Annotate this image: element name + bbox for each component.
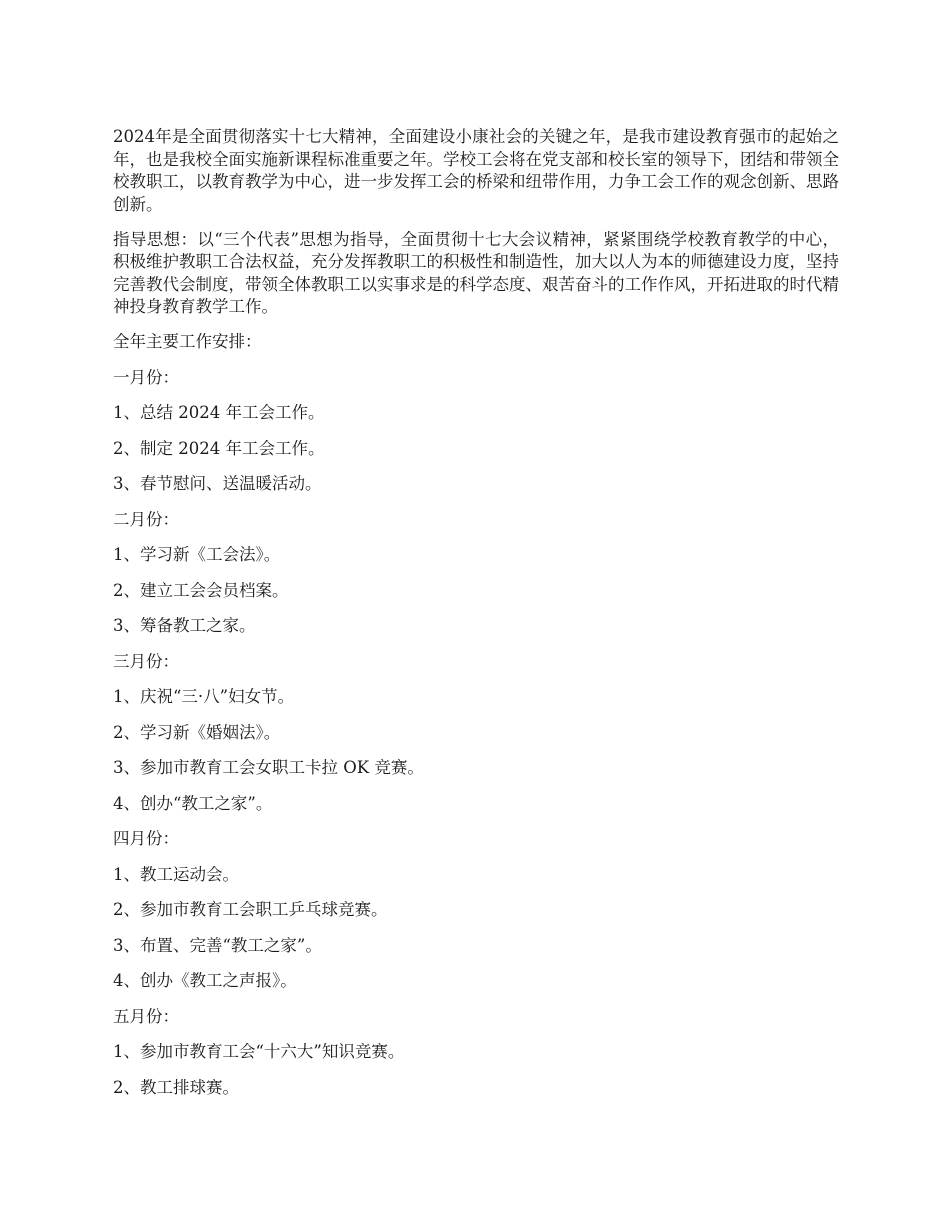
list-item: 1、总结 2024 年工会工作。 (113, 403, 325, 422)
month-title-jan: 一月份： (113, 367, 179, 387)
month-title-apr: 四月份： (113, 829, 179, 848)
month-title-feb: 二月份： (113, 509, 179, 529)
month-title-mar: 三月份： (113, 651, 179, 671)
list-item: 1、教工运动会。 (113, 864, 239, 884)
list-item: 2、建立工会会员档案。 (113, 580, 289, 600)
list-item: 1、庆祝“三·八”妇女节。 (113, 687, 295, 706)
list-item: 2、学习新《婚姻法》。 (113, 722, 281, 742)
guiding-paragraph: 指导思想：以“三个代表”思想为指导，全面贯彻十七大会议精神，紧紧围绕学校教育教学的中心，积极维护教职工合法权益，充分发挥教职工的积极性和制造性，加大以人为本的师德建设力度，坚持完善教代会制度，带领全体教职工以实事求是的科学态度、艰苦奋斗的工作作风，开拓进取的时代精神投身教育教学工作。 (113, 229, 839, 316)
document-body (113, 126, 839, 1112)
list-item: 3、参加市教育工会女职工卡拉 OK 竞赛。 (113, 758, 424, 777)
list-item: 1、参加市教育工会“十六大”知识竞赛。 (113, 1042, 405, 1061)
schedule-title: 全年主要工作安排： (113, 332, 262, 351)
month-title-may: 五月份： (113, 1006, 179, 1026)
list-item: 3、布置、完善“教工之家”。 (113, 935, 322, 955)
list-item: 2、参加市教育工会职工乒乓球竞赛。 (113, 900, 388, 919)
list-item: 4、创办《教工之声报》。 (113, 971, 297, 990)
list-item: 3、春节慰问、送温暖活动。 (113, 474, 322, 493)
list-item: 1、学习新《工会法》。 (113, 545, 281, 564)
list-item: 2、教工排球赛。 (113, 1077, 239, 1097)
list-item: 4、创办“教工之家”。 (113, 793, 273, 813)
list-item: 3、筹备教工之家。 (113, 616, 256, 635)
list-item: 2、制定 2024 年工会工作。 (113, 438, 325, 458)
intro-paragraph: 2024年是全面贯彻落实十七大精神，全面建设小康社会的关键之年，是我市建设教育强市的起始之年，也是我校全面实施新课程标准重要之年。学校工会将在党支部和校长室的领导下，团结和带领全校教职工，以教育教学为中心，进一步发挥工会的桥梁和纽带作用，力争工会工作的观念创新、思路创新。 (113, 127, 839, 214)
